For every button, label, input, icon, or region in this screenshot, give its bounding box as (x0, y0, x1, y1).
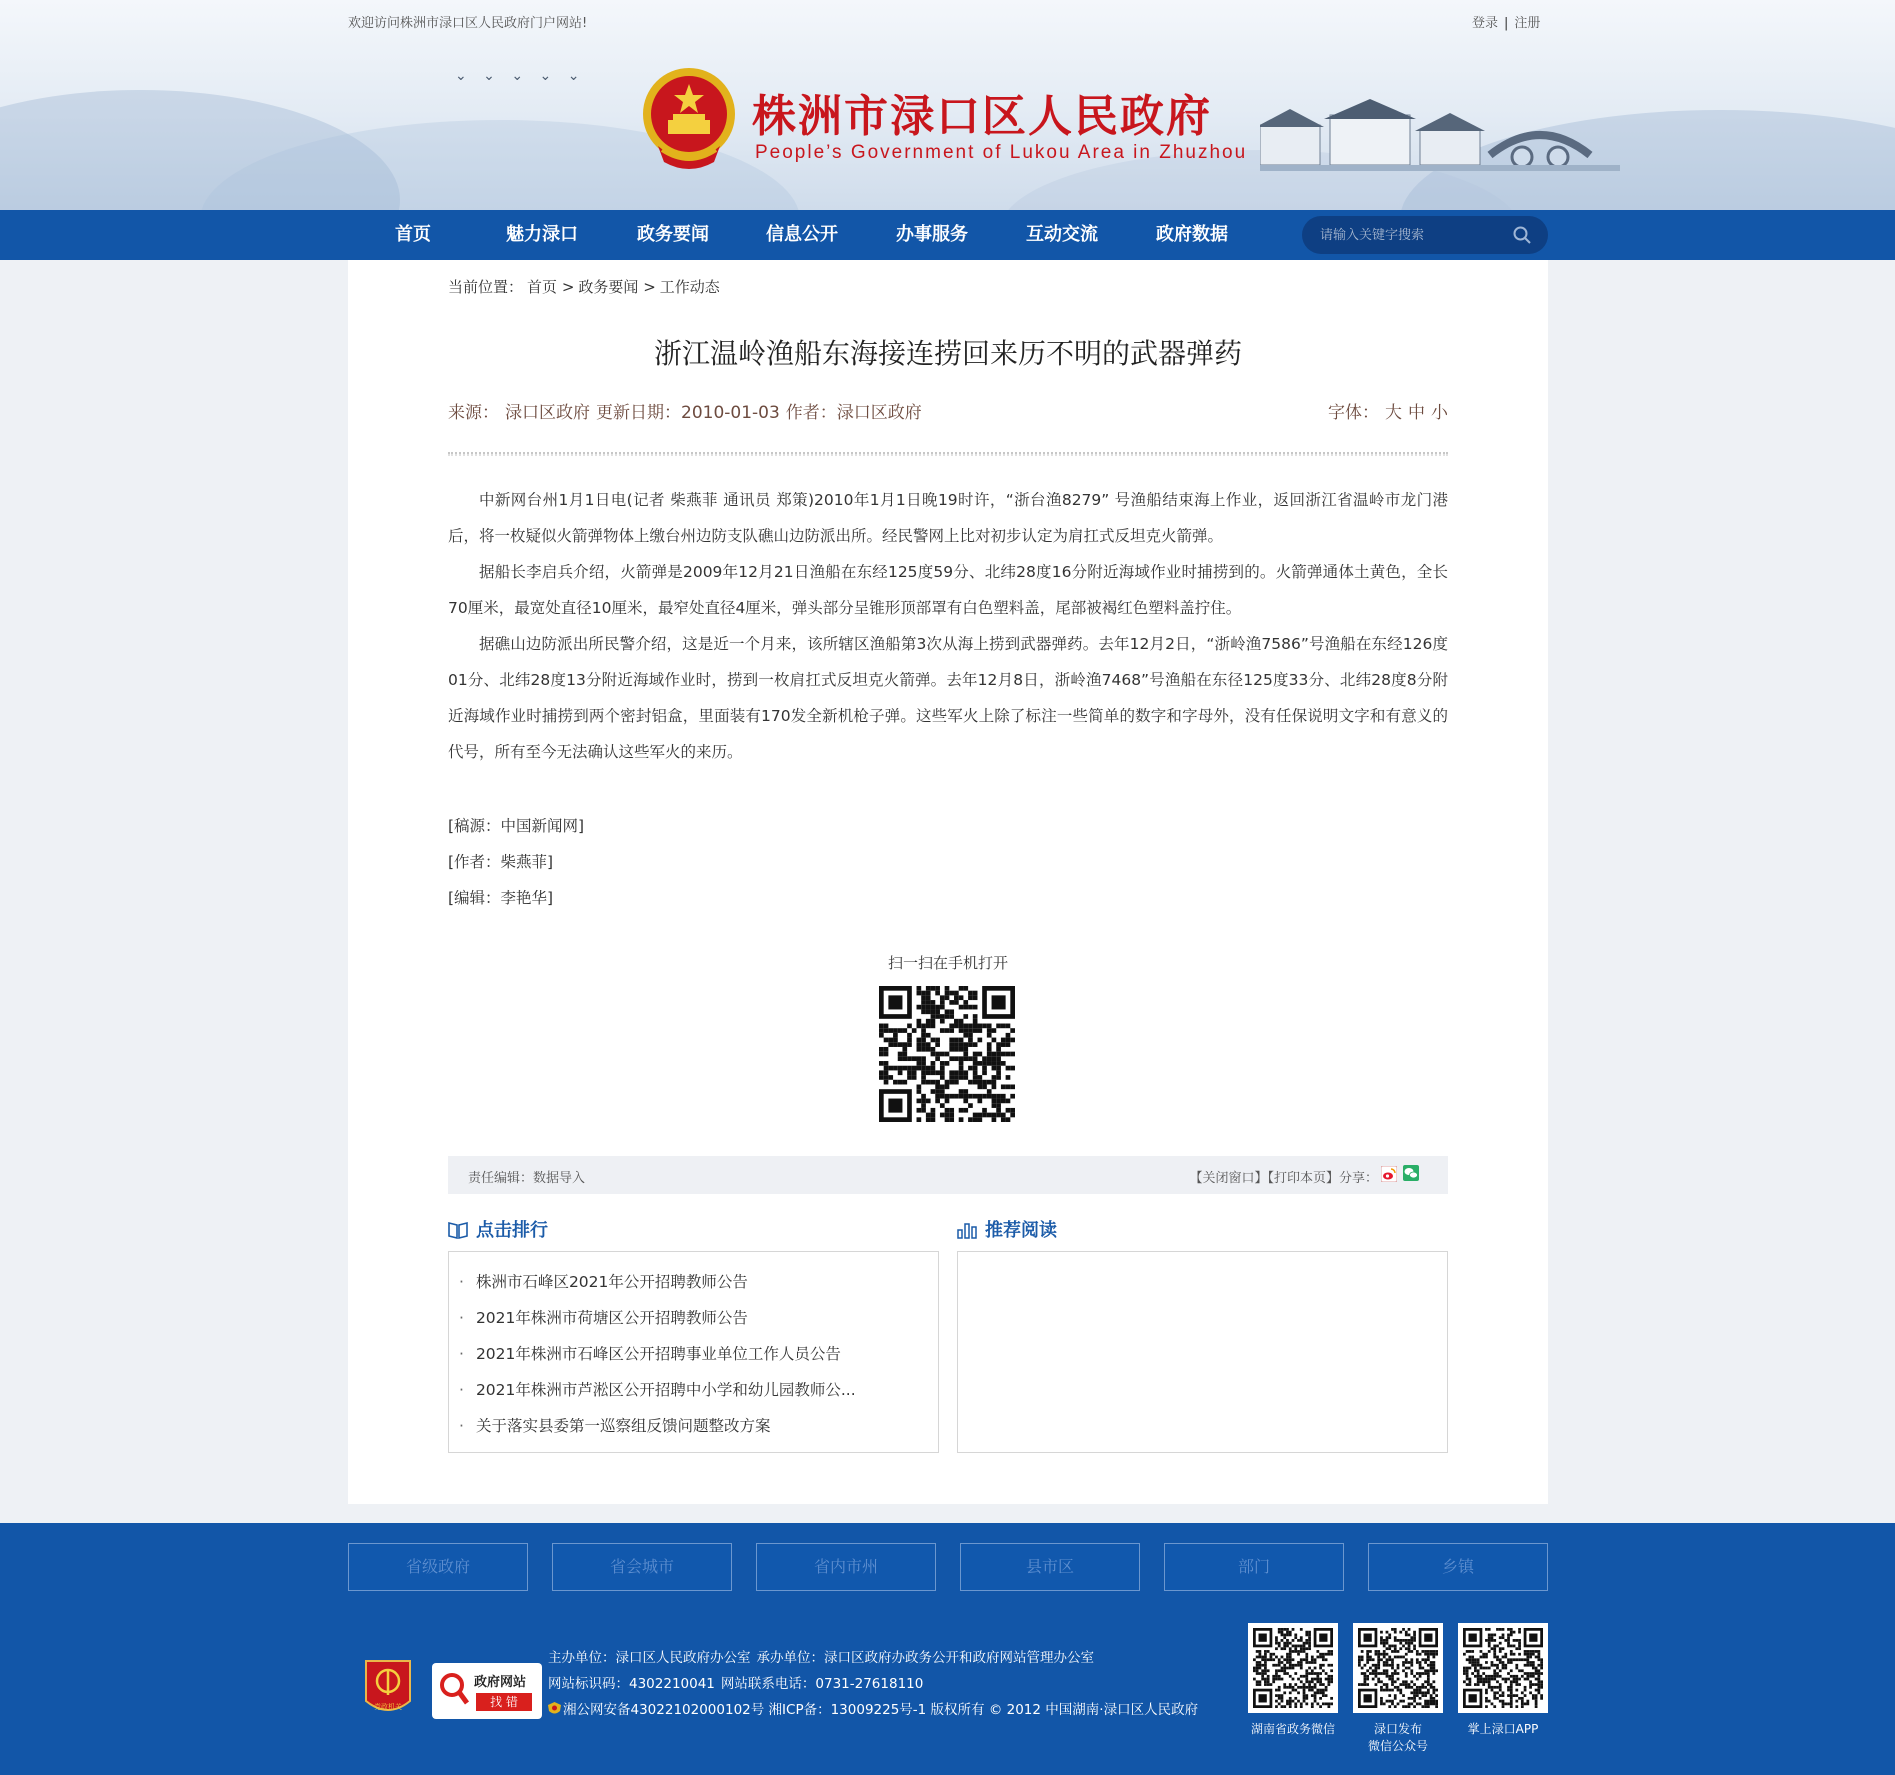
find-error-badge[interactable] (432, 1663, 542, 1719)
auth-separator: | (1504, 16, 1509, 31)
search-box (1302, 216, 1548, 254)
credit-editor: [编辑：李艳华] (448, 889, 554, 907)
recommend-title-text: 推荐阅读 (985, 1220, 1057, 1241)
editor-value: 数据导入 (533, 1171, 586, 1186)
weibo-share-icon[interactable] (1381, 1166, 1397, 1182)
site-header (0, 0, 1895, 210)
find-error-line2: 找 错 (476, 1693, 532, 1711)
breadcrumb (448, 276, 720, 297)
site-footer (0, 1523, 1895, 1775)
fontsize-small-button[interactable]: 小 (1431, 403, 1448, 423)
undertaker-label: 承办单位： (756, 1650, 824, 1666)
article-credits (448, 808, 584, 916)
breadcrumb-sep: > (643, 278, 656, 296)
nav-item-news[interactable]: 政务要闻 (637, 224, 709, 245)
fontsize-medium-button[interactable]: 中 (1408, 403, 1425, 423)
article-title: 浙江温岭渔船东海接连捞回来历不明的武器弹药 (653, 337, 1242, 370)
ranking-title (448, 1216, 548, 1242)
national-emblem-icon (640, 64, 738, 174)
search-icon[interactable] (1512, 225, 1532, 245)
site-subtitle: People’s Government of Lukou Area in Zhuzhou (755, 142, 1248, 163)
ranking-list (449, 1252, 938, 1444)
footer-link-towns[interactable]: 乡镇 (1368, 1543, 1548, 1591)
footer-link-province[interactable]: 省级政府 (348, 1543, 528, 1591)
breadcrumb-work[interactable]: 工作动态 (659, 278, 720, 296)
nav-item-service[interactable]: 办事服务 (896, 224, 968, 245)
breadcrumb-sep: > (561, 278, 575, 296)
find-error-line1: 政府网站 (474, 1675, 527, 1690)
host-label: 主办单位： (548, 1650, 616, 1666)
credit-author: [作者：柴燕菲] (448, 853, 554, 871)
host-value: 渌口区人民政府办公室 (615, 1650, 751, 1666)
footer-link-capital[interactable]: 省会城市 (552, 1543, 732, 1591)
nav-item-info[interactable]: 信息公开 (766, 224, 838, 245)
main-nav (0, 210, 1895, 260)
lukou-wechat-qr-code (1353, 1623, 1443, 1713)
badge-text: 党政机关 (374, 1703, 402, 1711)
magnifier-icon (438, 1671, 470, 1709)
source-value: 渌口区政府 (505, 403, 590, 423)
bar-chart-icon (957, 1221, 977, 1239)
footer-link-counties[interactable]: 县市区 (960, 1543, 1140, 1591)
font-size-switcher (1328, 398, 1448, 423)
editor-label: 责任编辑： (468, 1171, 534, 1186)
birds-decor: ⌄ ⌄ ⌄ ⌄ ⌄ (455, 68, 586, 84)
article-body (448, 482, 1448, 770)
search-input[interactable] (1320, 224, 1500, 246)
nav-item-data[interactable]: 政府数据 (1156, 224, 1228, 245)
site-title: 株洲市渌口区人民政府 (752, 91, 1212, 142)
auth-links (1472, 12, 1540, 31)
qr-label-hunan: 湖南省政务微信 (1250, 1722, 1335, 1736)
fontsize-label: 字体： (1328, 403, 1379, 423)
nav-item-charm[interactable]: 魅力渌口 (506, 224, 578, 245)
article-paragraph: 中新网台州1月1日电(记者 柴燕菲 通讯员 郑策)2010年1月1日晚19时许，“浙台渔8279” 号渔船结束海上作业，返回浙江省温岭市龙门港后，将一枚疑似火箭弹物体上缴台州边防支队礁山边防派出所。经民警网上比对初步认定为肩扛式反坦克火箭弹。 (448, 491, 1448, 545)
site-id-value: 4302210041 (629, 1676, 715, 1692)
police-badge-icon (548, 1702, 561, 1716)
close-window-button[interactable]: 【关闭窗口】 (1189, 1171, 1268, 1186)
breadcrumb-home[interactable]: 首页 (527, 278, 558, 296)
register-link[interactable]: 注册 (1514, 16, 1541, 31)
village-illustration (1260, 95, 1620, 180)
ranking-title-text: 点击排行 (476, 1220, 548, 1241)
site-id-label: 网站标识码： (548, 1676, 629, 1692)
credit-source: [稿源：中国新闻网] (448, 817, 585, 835)
ranking-item[interactable]: · 2021年株洲市石峰区公开招聘事业单位工作人员公告 (459, 1336, 928, 1372)
breadcrumb-prefix: 当前位置： (448, 278, 524, 296)
footer-link-cities[interactable]: 省内市州 (756, 1543, 936, 1591)
article-paragraph: 据礁山边防派出所民警介绍，这是近一个月来，该所辖区渔船第3次从海上捞到武器弹药。去年12月2日，“浙岭渔7586”号渔船在东经126度01分、北纬28度13分附近海域作业时，捞到一枚肩扛式反坦克火箭弹。去年12月8日，浙岭渔7468”号渔船在东径125度33分、北纬28度8分附近海域作业时捕捞到两个密封铝盒，里面装有170发全新机枪子弹。这些军火上除了标注一些简单的数字和字母外，没有任保说明文字和有意义的代号，所有至今无法确认这些军火的来历。 (448, 635, 1448, 761)
footer-host-line (548, 1645, 1204, 1671)
ranking-item[interactable]: · 株洲市石峰区2021年公开招聘教师公告 (459, 1264, 928, 1300)
fontsize-large-button[interactable]: 大 (1385, 403, 1402, 423)
main-content (348, 260, 1548, 1504)
wechat-share-icon[interactable] (1403, 1165, 1419, 1181)
ranking-item[interactable]: · 关于落实县委第一巡察组反馈问题整改方案 (459, 1408, 928, 1444)
footer-link-departments[interactable]: 部门 (1164, 1543, 1344, 1591)
date-value: 2010-01-03 (681, 403, 780, 423)
share-label: 分享： (1338, 1171, 1378, 1186)
breadcrumb-news[interactable]: 政务要闻 (578, 278, 639, 296)
divider (448, 452, 1448, 456)
book-icon (448, 1221, 468, 1239)
author-label: 作者： (785, 403, 837, 423)
recommend-title (957, 1216, 1057, 1242)
record-text: 湘公网安备43022102000102号 湘ICP备：13009225号-1 版权所有 © 2012 中国湖南·渌口区人民政府 (563, 1702, 1199, 1718)
phone-value: 0731-27618110 (815, 1676, 924, 1692)
qr-label-app: 掌上渌口APP (1467, 1722, 1539, 1736)
article-toolbar (448, 1156, 1448, 1194)
article-paragraph: 据船长李启兵介绍，火箭弹是2009年12月21日渔船在东经125度59分、北纬28度16分附近海域作业时捕捞到的。火箭弹通体土黄色，全长70厘米，最宽处直径10厘米，最窄处直径4厘米，弹头部分呈锥形顶部罩有白色塑料盖，尾部被褐红色塑料盖拧住。 (448, 563, 1448, 617)
article-meta (448, 398, 928, 423)
ranking-item[interactable]: · 2021年株洲市荷塘区公开招聘教师公告 (459, 1300, 928, 1336)
login-link[interactable]: 登录 (1472, 16, 1499, 31)
responsible-editor (468, 1167, 585, 1186)
nav-item-interact[interactable]: 互动交流 (1026, 224, 1098, 245)
footer-info (548, 1645, 1204, 1723)
nav-item-home[interactable]: 首页 (395, 224, 431, 245)
footer-id-line (548, 1671, 1204, 1697)
ranking-box (448, 1251, 939, 1453)
print-page-button[interactable]: 【打印本页】 (1267, 1171, 1339, 1186)
recommend-box (957, 1251, 1448, 1453)
author-value: 渌口区政府 (836, 403, 922, 423)
undertaker-value: 渌口区政府办政务公开和政府网站管理办公室 (824, 1650, 1094, 1666)
phone-label: 网站联系电话： (720, 1676, 816, 1692)
article-qr-code (879, 986, 1015, 1122)
party-government-badge-icon[interactable] (362, 1657, 414, 1719)
lukou-app-qr-code (1458, 1623, 1548, 1713)
source-label: 来源： (448, 403, 499, 423)
qr-label: 扫一扫在手机打开 (887, 954, 1008, 972)
ranking-item[interactable]: · 2021年株洲市芦淞区公开招聘中小学和幼儿园教师公... (459, 1372, 928, 1408)
welcome-text: 欢迎访问株洲市渌口区人民政府门户网站! (348, 16, 588, 31)
footer-record-line (548, 1697, 1204, 1723)
toolbar-actions (1189, 1167, 1378, 1186)
hunan-wechat-qr-code (1248, 1623, 1338, 1713)
date-label: 更新日期： (596, 403, 681, 423)
qr-label-lukou-wechat: 渌口发布 微信公众号 (1367, 1722, 1428, 1753)
